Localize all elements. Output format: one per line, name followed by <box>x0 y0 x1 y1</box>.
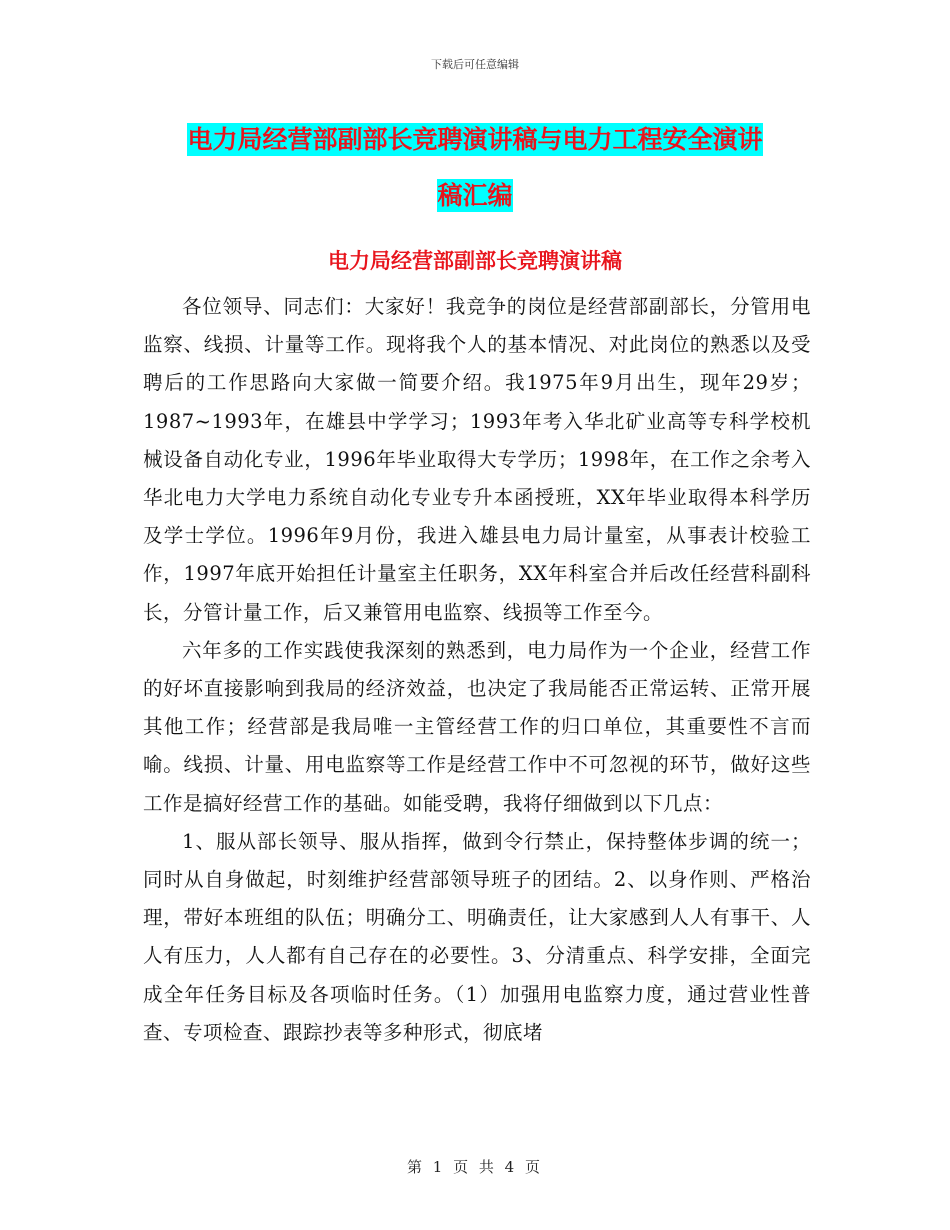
document-title-line1: 电力局经营部副部长竞聘演讲稿与电力工程安全演讲 <box>187 125 763 154</box>
paragraph: 六年多的工作实践使我深刻的熟悉到，电力局作为一个企业，经营工作的好坏直接影响到我局的经济效益，也决定了我局能否正常运转、正常开展其他工作；经营部是我局唯一主管经营工作的归口单位，其重要性不言而喻。线损、计量、用电监察等工作是经营工作中不可忽视的环节，做好这些工作是搞好经营工作的基础。如能受聘，我将仔细做到以下几点： <box>143 638 811 815</box>
document-title <box>0 112 950 224</box>
paragraph: 各位领导、同志们：大家好！我竞争的岗位是经营部副部长，分管用电监察、线损、计量等工作。现将我个人的基本情况、对此岗位的熟悉以及受聘后的工作思路向大家做一简要介绍。我1975年9月出生，现年29岁；1987~1993年，在雄县中学学习；1993年考入华北矿业高等专科学校机械设备自动化专业，1996年毕业取得大专学历；1998年，在工作之余考入华北电力大学电力系统自动化专业专升本函授班，XX年毕业取得本科学历及学士学位。1996年9月份，我进入雄县电力局计量室，从事表计校验工作，1997年底开始担任计量室主任职务，XX年科室合并后改任经营科副科长，分管计量工作，后又兼管用电监察、线损等工作至今。 <box>143 295 811 624</box>
header-note: 下载后可任意编辑 <box>431 58 519 71</box>
document-title-line2: 稿汇编 <box>437 181 513 210</box>
paragraph: 1、服从部长领导、服从指挥，做到令行禁止，保持整体步调的统一；同时从自身做起，时刻维护经营部领导班子的团结。2、以身作则、严格治理，带好本班组的队伍；明确分工、明确责任，让大家感到人人有事干、人人有压力，人人都有自己存在的必要性。3、分清重点、科学安排，全面完成全年任务目标及各项临时任务。（1）加强用电监察力度，通过营业性普查、专项检查、跟踪抄表等多种形式，彻底堵 <box>143 829 811 1044</box>
section-title: 电力局经营部副部长竞聘演讲稿 <box>328 249 622 273</box>
body-text <box>143 288 811 1052</box>
page-number: 第 1 页 共 4 页 <box>407 1158 543 1176</box>
